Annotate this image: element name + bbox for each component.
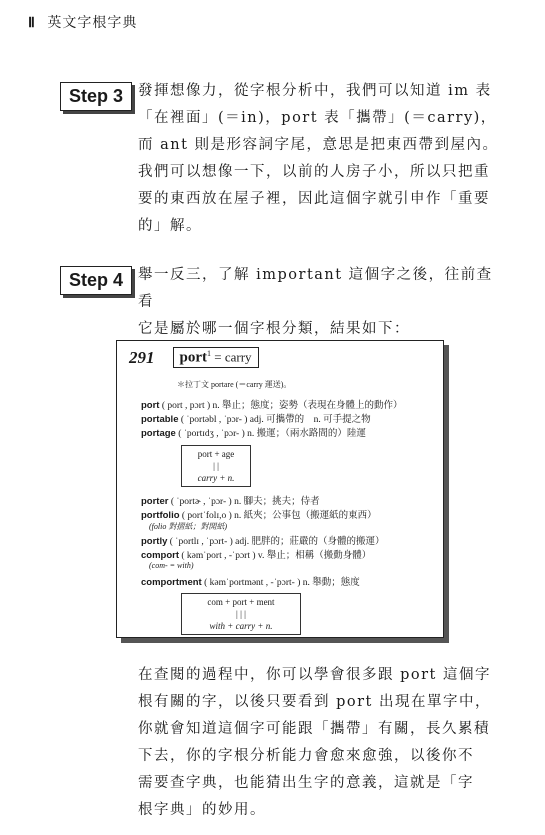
entry-heading — [129, 347, 259, 368]
section-mark: Ⅱ — [28, 14, 36, 30]
book-title: 英文字根字典 — [47, 15, 138, 31]
step-3-line: 「在裡面」(＝in)，port 表「攜帶」(＝carry)， — [138, 110, 497, 126]
step-3-line: 而 ant 則是形容詞字尾，意思是把東西帶到屋內。 — [138, 137, 499, 153]
entry-word: comportment ( kəmˈportmənt , -ˈpɔrt- ) n. 舉動；態度 — [141, 577, 360, 588]
step-4-line: 它是屬於哪一個字根分類，結果如下： — [138, 321, 410, 337]
portage-diagram: port + age | | carry + n. — [181, 445, 251, 487]
closing-line: 根有關的字，以後只要看到 port 出現在單字中， — [138, 694, 491, 710]
closing-line: 需要查字典，也能猜出生字的意義，這就是「字 — [138, 775, 474, 791]
closing-line: 在查閱的過程中，你可以學會很多跟 port 這個字 — [138, 667, 491, 683]
root-meaning: = carry — [211, 349, 252, 365]
step-3-paragraph — [138, 78, 508, 240]
step-3-line: 要的東西放在屋子裡，因此這個字就引申作「重要 — [138, 191, 490, 207]
folio-note: (folio 對摺紙；對開紙) — [149, 522, 227, 531]
entry-word: comport ( kəmˈport , -ˈpɔrt ) v. 舉止；相稱（搬動身體） — [141, 550, 372, 561]
dictionary-entry-box — [116, 340, 444, 638]
com-note: (com- = with) — [149, 561, 194, 570]
entry-word: portfolio ( portˈfolɪ,o ) n. 紙夾；公事包（搬運紙的東西） — [141, 510, 377, 521]
entry-word: porter ( ˈportɚ , ˈpɔr- ) n. 腳夫；挑夫；侍者 — [141, 496, 320, 507]
closing-line: 下去，你的字根分析能力會愈來愈強，以後你不 — [138, 748, 474, 764]
entry-word: portly ( ˈportlɪ , ˈpɔrt- ) adj. 肥胖的；莊嚴的（身體的搬運） — [141, 536, 385, 547]
closing-line: 根字典」的妙用。 — [138, 802, 266, 818]
entry-word: portable ( ˈportəbl , ˈpɔr- ) adj. 可攜帶的 n. 可手提之物 — [141, 414, 371, 425]
step-3-line: 我們可以想像一下，以前的人房子小，所以只把重 — [138, 164, 490, 180]
entry-word: portage ( ˈportɪdʒ , ˈpɔr- ) n. 搬運；（兩水路間的）陸運 — [141, 428, 366, 439]
root-superscript: 1 — [207, 349, 211, 358]
step-4-line: 舉一反三，了解 important 這個字之後，往前查看 — [138, 267, 493, 310]
entry-number: 291 — [129, 347, 155, 367]
closing-paragraph — [138, 662, 508, 824]
step-4-label: Step 4 — [60, 266, 132, 295]
root-word: port — [179, 349, 207, 366]
comportment-diagram: com + port + ment | | | with + carry + n. — [181, 593, 301, 635]
page-header — [28, 12, 137, 32]
step-3-line: 的」解。 — [138, 218, 202, 234]
step-3-label: Step 3 — [60, 82, 132, 111]
root-box — [173, 347, 259, 368]
closing-line: 你就會知道這個字可能跟「攜帶」有關，長久累積 — [138, 721, 490, 737]
origin-note: ＊拉丁文 portare (＝carry 運送)。 — [177, 380, 292, 389]
step-3-line: 發揮想像力，從字根分析中，我們可以知道 im 表 — [138, 83, 492, 99]
entry-word: port ( port , pɔrt ) n. 舉止；態度；姿勢（表現在身體上的動作） — [141, 400, 403, 411]
step-4-paragraph — [138, 262, 508, 343]
